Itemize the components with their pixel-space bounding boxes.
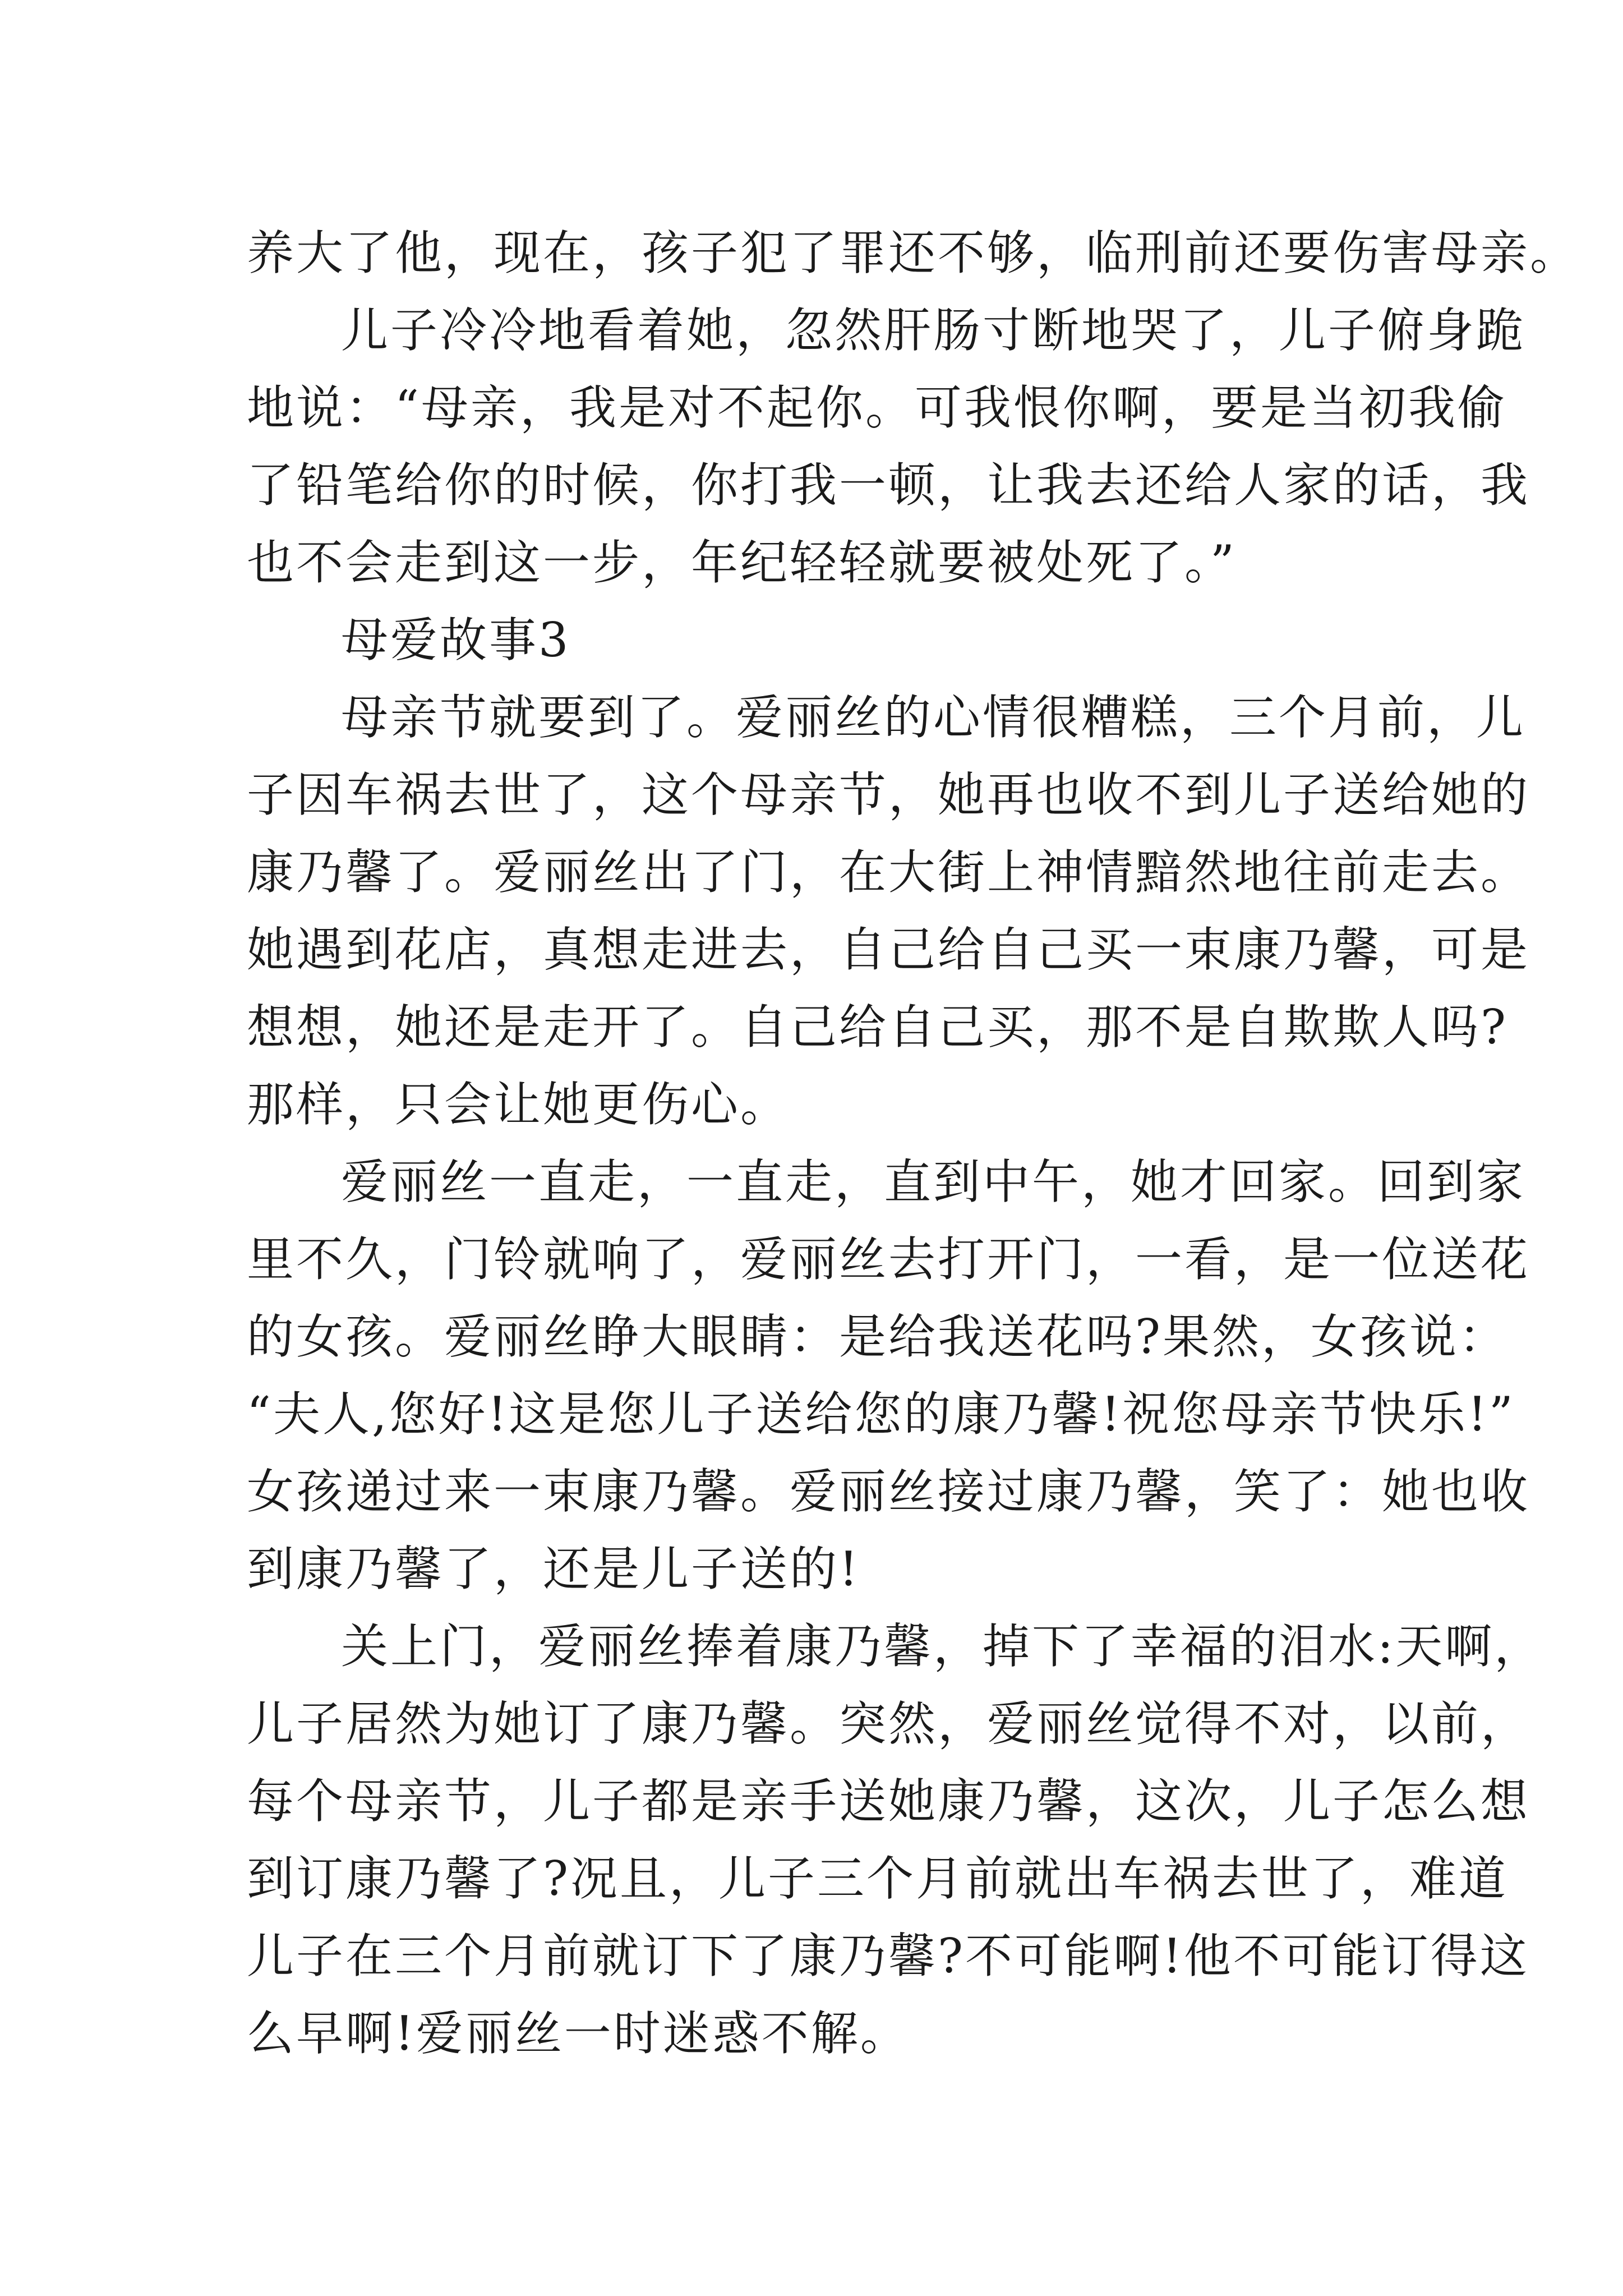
text-line: 儿子在三个月前就订下了康乃馨?不可能啊!他不可能订得这 <box>247 1929 1529 1984</box>
text-line: 了铅笔给你的时候，你打我一顿，让我去还给人家的话，我 <box>247 458 1530 513</box>
text-line: 康乃馨了。爱丽丝出了门，在大街上神情黯然地往前走去。 <box>247 845 1530 900</box>
text-line: “夫人,您好!这是您儿子送给您的康乃馨!祝您母亲节快乐!” <box>247 1387 1515 1442</box>
text-line: 里不久，门铃就响了，爱丽丝去打开门，一看，是一位送花 <box>247 1232 1530 1287</box>
text-line: 到订康乃馨了?况且，儿子三个月前就出车祸去世了，难道 <box>247 1851 1509 1906</box>
text-line: 儿子居然为她订了康乃馨。突然，爱丽丝觉得不对，以前， <box>247 1696 1530 1751</box>
section-heading: 母爱故事3 <box>341 613 571 668</box>
text-line: 她遇到花店，真想走进去，自己给自己买一束康乃馨，可是 <box>247 922 1530 977</box>
text-line: 子因车祸去世了，这个母亲节，她再也收不到儿子送给她的 <box>247 767 1530 822</box>
text-line: 想想，她还是走开了。自己给自己买，那不是自欺欺人吗? <box>247 1000 1509 1055</box>
text-line: 女孩递过来一束康乃馨。爱丽丝接过康乃馨，笑了：她也收 <box>247 1464 1530 1519</box>
text-line: 的女孩。爱丽丝睁大眼睛：是给我送花吗?果然，女孩说： <box>247 1309 1509 1364</box>
text-line: 爱丽丝一直走，一直走，直到中午，她才回家。回到家 <box>341 1154 1526 1209</box>
text-line: 到康乃馨了，还是儿子送的! <box>247 1542 860 1596</box>
text-line: 么早啊!爱丽丝一时迷惑不解。 <box>247 2006 910 2061</box>
text-line: 那样，只会让她更伤心。 <box>247 1077 790 1132</box>
text-line: 每个母亲节，儿子都是亲手送她康乃馨，这次，儿子怎么想 <box>247 1774 1530 1829</box>
text-line: 养大了他，现在，孩子犯了罪还不够，临刑前还要伤害母亲。 <box>247 226 1580 280</box>
text-line: 关上门，爱丽丝捧着康乃馨，掉下了幸福的泪水:天啊， <box>341 1619 1544 1674</box>
document-body <box>247 214 1580 2072</box>
text-line: 地说：“母亲，我是对不起你。可我恨你啊，要是当初我偷 <box>247 380 1507 435</box>
text-line: 也不会走到这一步，年纪轻轻就要被处死了。” <box>247 535 1237 590</box>
text-line: 母亲节就要到了。爱丽丝的心情很糟糕，三个月前，儿 <box>341 690 1526 745</box>
text-line: 儿子冷冷地看着她，忽然肝肠寸断地哭了，儿子俯身跪 <box>341 303 1526 358</box>
